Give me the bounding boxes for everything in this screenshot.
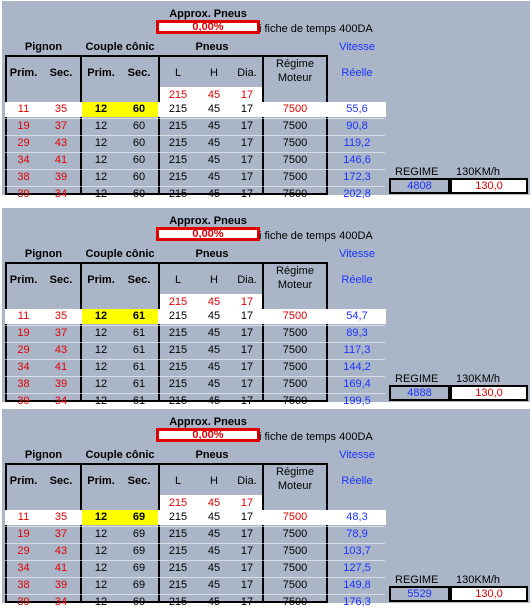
- cell-H[interactable]: 45: [207, 596, 221, 608]
- cell-cprim[interactable]: 12: [94, 579, 108, 591]
- H-col-header: H: [210, 67, 218, 79]
- pneu-spec-L[interactable]: 215: [168, 497, 188, 509]
- cell-L[interactable]: 215: [168, 361, 188, 373]
- pneu-spec-H[interactable]: 45: [207, 497, 221, 509]
- cell-H[interactable]: 45: [207, 395, 221, 407]
- percent-cell[interactable]: 0,00%: [156, 227, 260, 241]
- cell-H[interactable]: 45: [207, 137, 221, 149]
- cell-cprim[interactable]: 12: [94, 103, 108, 115]
- cell-vitesse[interactable]: 149,8: [343, 579, 371, 591]
- cell-sec[interactable]: 43: [54, 137, 68, 149]
- couple-sec-col-header: Sec.: [127, 67, 151, 79]
- cell-H[interactable]: 45: [207, 120, 221, 132]
- cell-regime[interactable]: 7500: [282, 579, 308, 591]
- fiche-label: i fiche de temps 400DA: [259, 230, 373, 242]
- row-separator: [5, 526, 385, 527]
- row-separator: [5, 152, 385, 153]
- pneu-spec-H[interactable]: 45: [207, 296, 221, 308]
- regime-caption: REGIME: [395, 166, 439, 178]
- percent-cell[interactable]: 0,00%: [156, 428, 260, 442]
- cell-D[interactable]: 17: [240, 545, 254, 557]
- cell-D[interactable]: 17: [240, 103, 254, 115]
- cell-D[interactable]: 17: [240, 361, 254, 373]
- cell-H[interactable]: 45: [207, 154, 221, 166]
- cell-sec[interactable]: 39: [54, 171, 68, 183]
- regime-caption: REGIME: [395, 574, 439, 586]
- cell-vitesse[interactable]: 144,2: [343, 361, 371, 373]
- cell-csec[interactable]: 61: [132, 310, 146, 322]
- cell-H[interactable]: 45: [207, 545, 221, 557]
- cell-cprim[interactable]: 12: [94, 562, 108, 574]
- cell-prim[interactable]: 11: [17, 310, 30, 322]
- cell-D[interactable]: 17: [240, 327, 254, 339]
- cell-H[interactable]: 45: [207, 344, 221, 356]
- cell-vitesse[interactable]: 48,3: [346, 511, 368, 523]
- cell-csec[interactable]: 61: [132, 395, 146, 407]
- couple-sec-col-header: Sec.: [127, 475, 151, 487]
- cell-cprim[interactable]: 12: [94, 327, 108, 339]
- cell-sec[interactable]: 35: [54, 103, 68, 115]
- fiche-label: i fiche de temps 400DA: [259, 431, 373, 443]
- couple-prim-col-header: Prim.: [87, 475, 115, 487]
- pneu-spec-D[interactable]: 17: [240, 296, 254, 308]
- cell-L[interactable]: 215: [168, 344, 188, 356]
- cell-prim[interactable]: 39: [17, 395, 30, 407]
- cell-regime[interactable]: 7500: [282, 171, 308, 183]
- row-separator: [5, 577, 385, 578]
- approx-label: Approx. Pneus: [169, 215, 247, 227]
- pneus-header: Pneus: [195, 449, 229, 461]
- cell-D[interactable]: 17: [240, 579, 254, 591]
- cell-csec[interactable]: 60: [132, 137, 146, 149]
- cell-cprim[interactable]: 12: [94, 344, 108, 356]
- cell-H[interactable]: 45: [207, 188, 221, 200]
- kmh-value-cell[interactable]: 130,0: [450, 586, 528, 602]
- regime-value-cell[interactable]: 5529: [389, 586, 450, 602]
- regime-value-cell[interactable]: 4808: [389, 178, 450, 194]
- prim-col-header: Prim.: [9, 67, 38, 79]
- cell-csec[interactable]: 61: [132, 344, 146, 356]
- row-separator: [5, 393, 385, 394]
- reelle-col-header: Réelle: [341, 274, 373, 286]
- cell-sec[interactable]: 34: [54, 596, 68, 608]
- row-separator: [5, 135, 385, 136]
- cell-sec[interactable]: 34: [54, 188, 68, 200]
- cell-L[interactable]: 215: [168, 579, 188, 591]
- cell-prim[interactable]: 34: [17, 361, 30, 373]
- cell-cprim[interactable]: 12: [94, 545, 108, 557]
- cell-prim[interactable]: 38: [17, 579, 30, 591]
- couple-sec-col-header: Sec.: [127, 274, 151, 286]
- regime-value-cell[interactable]: 4888: [389, 385, 450, 401]
- pignon-header: Pignon: [24, 248, 63, 260]
- H-col-header: H: [210, 274, 218, 286]
- row-separator: [5, 186, 385, 187]
- cell-prim[interactable]: 29: [17, 344, 30, 356]
- cell-vitesse[interactable]: 103,7: [343, 545, 371, 557]
- cell-vitesse[interactable]: 202,8: [343, 188, 371, 200]
- pneu-spec-D[interactable]: 17: [240, 497, 254, 509]
- cell-regime[interactable]: 7500: [282, 528, 308, 540]
- cell-sec[interactable]: 41: [54, 361, 68, 373]
- dia-col-header: Dia.: [237, 475, 257, 487]
- regime-caption: REGIME: [395, 373, 439, 385]
- regime-col-header-1: Régime: [276, 466, 314, 478]
- cell-vitesse[interactable]: 90,8: [346, 120, 368, 132]
- cell-vitesse[interactable]: 169,4: [343, 378, 371, 390]
- cell-csec[interactable]: 69: [132, 596, 146, 608]
- kmh-value-cell[interactable]: 130,0: [450, 178, 528, 194]
- reelle-col-header: Réelle: [341, 475, 373, 487]
- cell-vitesse[interactable]: 89,3: [346, 327, 368, 339]
- table-panel-1: [2, 208, 530, 407]
- cell-regime[interactable]: 7500: [282, 511, 308, 523]
- cell-sec[interactable]: 37: [54, 528, 68, 540]
- cell-vitesse[interactable]: 146,6: [343, 154, 371, 166]
- pignon-header: Pignon: [24, 449, 63, 461]
- cell-cprim[interactable]: 12: [94, 378, 108, 390]
- cell-csec[interactable]: 61: [132, 378, 146, 390]
- cell-D[interactable]: 17: [240, 378, 254, 390]
- cell-regime[interactable]: 7500: [282, 188, 308, 200]
- cell-cprim[interactable]: 12: [94, 511, 108, 523]
- sec-col-header: Sec.: [49, 67, 73, 79]
- cell-D[interactable]: 17: [240, 154, 254, 166]
- row-separator: [5, 359, 385, 360]
- cell-H[interactable]: 45: [207, 378, 221, 390]
- cell-D[interactable]: 17: [240, 511, 254, 523]
- sec-col-header: Sec.: [49, 274, 73, 286]
- cell-cprim[interactable]: 12: [94, 528, 108, 540]
- pneus-header: Pneus: [195, 41, 229, 53]
- cell-prim[interactable]: 39: [17, 188, 30, 200]
- cell-L[interactable]: 215: [168, 137, 188, 149]
- cell-csec[interactable]: 61: [132, 327, 146, 339]
- cell-csec[interactable]: 60: [132, 120, 146, 132]
- cell-prim[interactable]: 38: [17, 171, 30, 183]
- regime-col-header-1: Régime: [276, 265, 314, 277]
- pneu-spec-L[interactable]: 215: [168, 296, 188, 308]
- cell-D[interactable]: 17: [240, 562, 254, 574]
- cell-L[interactable]: 215: [168, 171, 188, 183]
- row-separator: [5, 169, 385, 170]
- cell-vitesse[interactable]: 127,5: [343, 562, 371, 574]
- fiche-label: i fiche de temps 400DA: [259, 23, 373, 35]
- regime-col-header-2: Moteur: [277, 72, 313, 84]
- cell-vitesse[interactable]: 119,2: [343, 137, 371, 149]
- cell-L[interactable]: 215: [168, 103, 188, 115]
- cell-sec[interactable]: 43: [54, 344, 68, 356]
- cell-vitesse[interactable]: 199,5: [343, 395, 371, 407]
- cell-regime[interactable]: 7500: [282, 120, 308, 132]
- cell-cprim[interactable]: 12: [94, 310, 108, 322]
- cell-cprim[interactable]: 12: [94, 154, 108, 166]
- cell-regime[interactable]: 7500: [282, 327, 308, 339]
- cell-regime[interactable]: 7500: [282, 378, 308, 390]
- cell-regime[interactable]: 7500: [282, 344, 308, 356]
- cell-sec[interactable]: 35: [54, 310, 68, 322]
- table-panel-2: [2, 409, 530, 608]
- couple-header: Couple cônic: [85, 449, 155, 461]
- pneu-spec-H[interactable]: 45: [207, 89, 221, 101]
- row-separator: [5, 325, 385, 326]
- cell-cprim[interactable]: 12: [94, 596, 108, 608]
- cell-csec[interactable]: 69: [132, 579, 146, 591]
- cell-vitesse[interactable]: 55,6: [346, 103, 368, 115]
- kmh-caption: 130KM/h: [456, 166, 501, 178]
- cell-prim[interactable]: 34: [17, 562, 30, 574]
- cell-prim[interactable]: 29: [17, 137, 30, 149]
- cell-L[interactable]: 215: [168, 154, 188, 166]
- cell-sec[interactable]: 35: [54, 511, 68, 523]
- cell-csec[interactable]: 60: [132, 154, 146, 166]
- cell-csec[interactable]: 60: [132, 188, 146, 200]
- pneu-spec-D[interactable]: 17: [240, 89, 254, 101]
- cell-D[interactable]: 17: [240, 310, 254, 322]
- cell-L[interactable]: 215: [168, 528, 188, 540]
- cell-D[interactable]: 17: [240, 137, 254, 149]
- cell-regime[interactable]: 7500: [282, 103, 308, 115]
- cell-csec[interactable]: 60: [132, 103, 146, 115]
- cell-D[interactable]: 17: [240, 395, 254, 407]
- cell-L[interactable]: 215: [168, 596, 188, 608]
- prim-col-header: Prim.: [9, 475, 38, 487]
- cell-regime[interactable]: 7500: [282, 545, 308, 557]
- cell-sec[interactable]: 41: [54, 562, 68, 574]
- couple-prim-col-header: Prim.: [87, 274, 115, 286]
- cell-csec[interactable]: 69: [132, 511, 146, 523]
- couple-header: Couple cônic: [85, 248, 155, 260]
- prim-col-header: Prim.: [9, 274, 38, 286]
- regime-col-header-1: Régime: [276, 58, 314, 70]
- cell-D[interactable]: 17: [240, 528, 254, 540]
- cell-regime[interactable]: 7500: [282, 395, 308, 407]
- cell-vitesse[interactable]: 117,3: [343, 344, 371, 356]
- vitesse-header: Vitesse: [339, 41, 375, 53]
- dia-col-header: Dia.: [237, 274, 257, 286]
- regime-col-header-2: Moteur: [277, 480, 313, 492]
- row-separator: [5, 376, 385, 377]
- cell-L[interactable]: 215: [168, 395, 188, 407]
- cell-H[interactable]: 45: [207, 171, 221, 183]
- cell-H[interactable]: 45: [207, 528, 221, 540]
- cell-regime[interactable]: 7500: [282, 361, 308, 373]
- pignon-header: Pignon: [24, 41, 63, 53]
- cell-prim[interactable]: 19: [17, 528, 30, 540]
- dia-col-header: Dia.: [237, 67, 257, 79]
- cell-D[interactable]: 17: [240, 188, 254, 200]
- cell-cprim[interactable]: 12: [94, 120, 108, 132]
- cell-prim[interactable]: 11: [17, 511, 30, 523]
- cell-sec[interactable]: 37: [54, 327, 68, 339]
- cell-prim[interactable]: 19: [17, 327, 30, 339]
- cell-sec[interactable]: 39: [54, 378, 68, 390]
- row-separator: [5, 543, 385, 544]
- cell-vitesse[interactable]: 54,7: [346, 310, 368, 322]
- pneu-spec-L[interactable]: 215: [168, 89, 188, 101]
- cell-L[interactable]: 215: [168, 562, 188, 574]
- kmh-value-cell[interactable]: 130,0: [450, 385, 528, 401]
- row-separator: [5, 342, 385, 343]
- cell-H[interactable]: 45: [207, 562, 221, 574]
- kmh-caption: 130KM/h: [456, 373, 501, 385]
- cell-H[interactable]: 45: [207, 310, 221, 322]
- cell-H[interactable]: 45: [207, 579, 221, 591]
- row-separator: [5, 560, 385, 561]
- cell-D[interactable]: 17: [240, 171, 254, 183]
- cell-L[interactable]: 215: [168, 545, 188, 557]
- L-col-header: L: [174, 475, 182, 487]
- cell-cprim[interactable]: 12: [94, 361, 108, 373]
- cell-regime[interactable]: 7500: [282, 562, 308, 574]
- sec-col-header: Sec.: [49, 475, 73, 487]
- reelle-col-header: Réelle: [341, 67, 373, 79]
- cell-sec[interactable]: 34: [54, 395, 68, 407]
- regime-col-header-2: Moteur: [277, 279, 313, 291]
- cell-csec[interactable]: 60: [132, 171, 146, 183]
- L-col-header: L: [174, 274, 182, 286]
- cell-D[interactable]: 17: [240, 120, 254, 132]
- cell-L[interactable]: 215: [168, 511, 188, 523]
- cell-cprim[interactable]: 12: [94, 188, 108, 200]
- cell-L[interactable]: 215: [168, 310, 188, 322]
- cell-cprim[interactable]: 12: [94, 137, 108, 149]
- cell-H[interactable]: 45: [207, 511, 221, 523]
- cell-prim[interactable]: 38: [17, 378, 30, 390]
- cell-H[interactable]: 45: [207, 327, 221, 339]
- cell-regime[interactable]: 7500: [282, 596, 308, 608]
- kmh-caption: 130KM/h: [456, 574, 501, 586]
- row-separator: [5, 118, 385, 119]
- couple-header: Couple cônic: [85, 41, 155, 53]
- cell-sec[interactable]: 39: [54, 579, 68, 591]
- cell-cprim[interactable]: 12: [94, 171, 108, 183]
- cell-csec[interactable]: 69: [132, 545, 146, 557]
- cell-L[interactable]: 215: [168, 378, 188, 390]
- cell-L[interactable]: 215: [168, 188, 188, 200]
- cell-H[interactable]: 45: [207, 361, 221, 373]
- cell-L[interactable]: 215: [168, 120, 188, 132]
- cell-prim[interactable]: 19: [17, 120, 30, 132]
- cell-prim[interactable]: 29: [17, 545, 30, 557]
- cell-L[interactable]: 215: [168, 327, 188, 339]
- cell-sec[interactable]: 37: [54, 120, 68, 132]
- approx-label: Approx. Pneus: [169, 416, 247, 428]
- cell-prim[interactable]: 11: [17, 103, 30, 115]
- cell-vitesse[interactable]: 78,9: [346, 528, 368, 540]
- cell-vitesse[interactable]: 176,3: [343, 596, 371, 608]
- cell-regime[interactable]: 7500: [282, 154, 308, 166]
- cell-cprim[interactable]: 12: [94, 395, 108, 407]
- L-col-header: L: [174, 67, 182, 79]
- cell-regime[interactable]: 7500: [282, 310, 308, 322]
- pneus-header: Pneus: [195, 248, 229, 260]
- row-separator: [5, 594, 385, 595]
- approx-label: Approx. Pneus: [169, 8, 247, 20]
- cell-prim[interactable]: 39: [17, 596, 30, 608]
- cell-csec[interactable]: 61: [132, 361, 146, 373]
- cell-D[interactable]: 17: [240, 344, 254, 356]
- percent-cell[interactable]: 0,00%: [156, 20, 260, 34]
- couple-prim-col-header: Prim.: [87, 67, 115, 79]
- cell-D[interactable]: 17: [240, 596, 254, 608]
- cell-sec[interactable]: 41: [54, 154, 68, 166]
- vitesse-header: Vitesse: [339, 248, 375, 260]
- cell-regime[interactable]: 7500: [282, 137, 308, 149]
- cell-sec[interactable]: 43: [54, 545, 68, 557]
- cell-vitesse[interactable]: 172,3: [343, 171, 371, 183]
- cell-csec[interactable]: 69: [132, 528, 146, 540]
- vitesse-header: Vitesse: [339, 449, 375, 461]
- table-panel-0: [2, 1, 530, 200]
- H-col-header: H: [210, 475, 218, 487]
- cell-H[interactable]: 45: [207, 103, 221, 115]
- cell-prim[interactable]: 34: [17, 154, 30, 166]
- cell-csec[interactable]: 69: [132, 562, 146, 574]
